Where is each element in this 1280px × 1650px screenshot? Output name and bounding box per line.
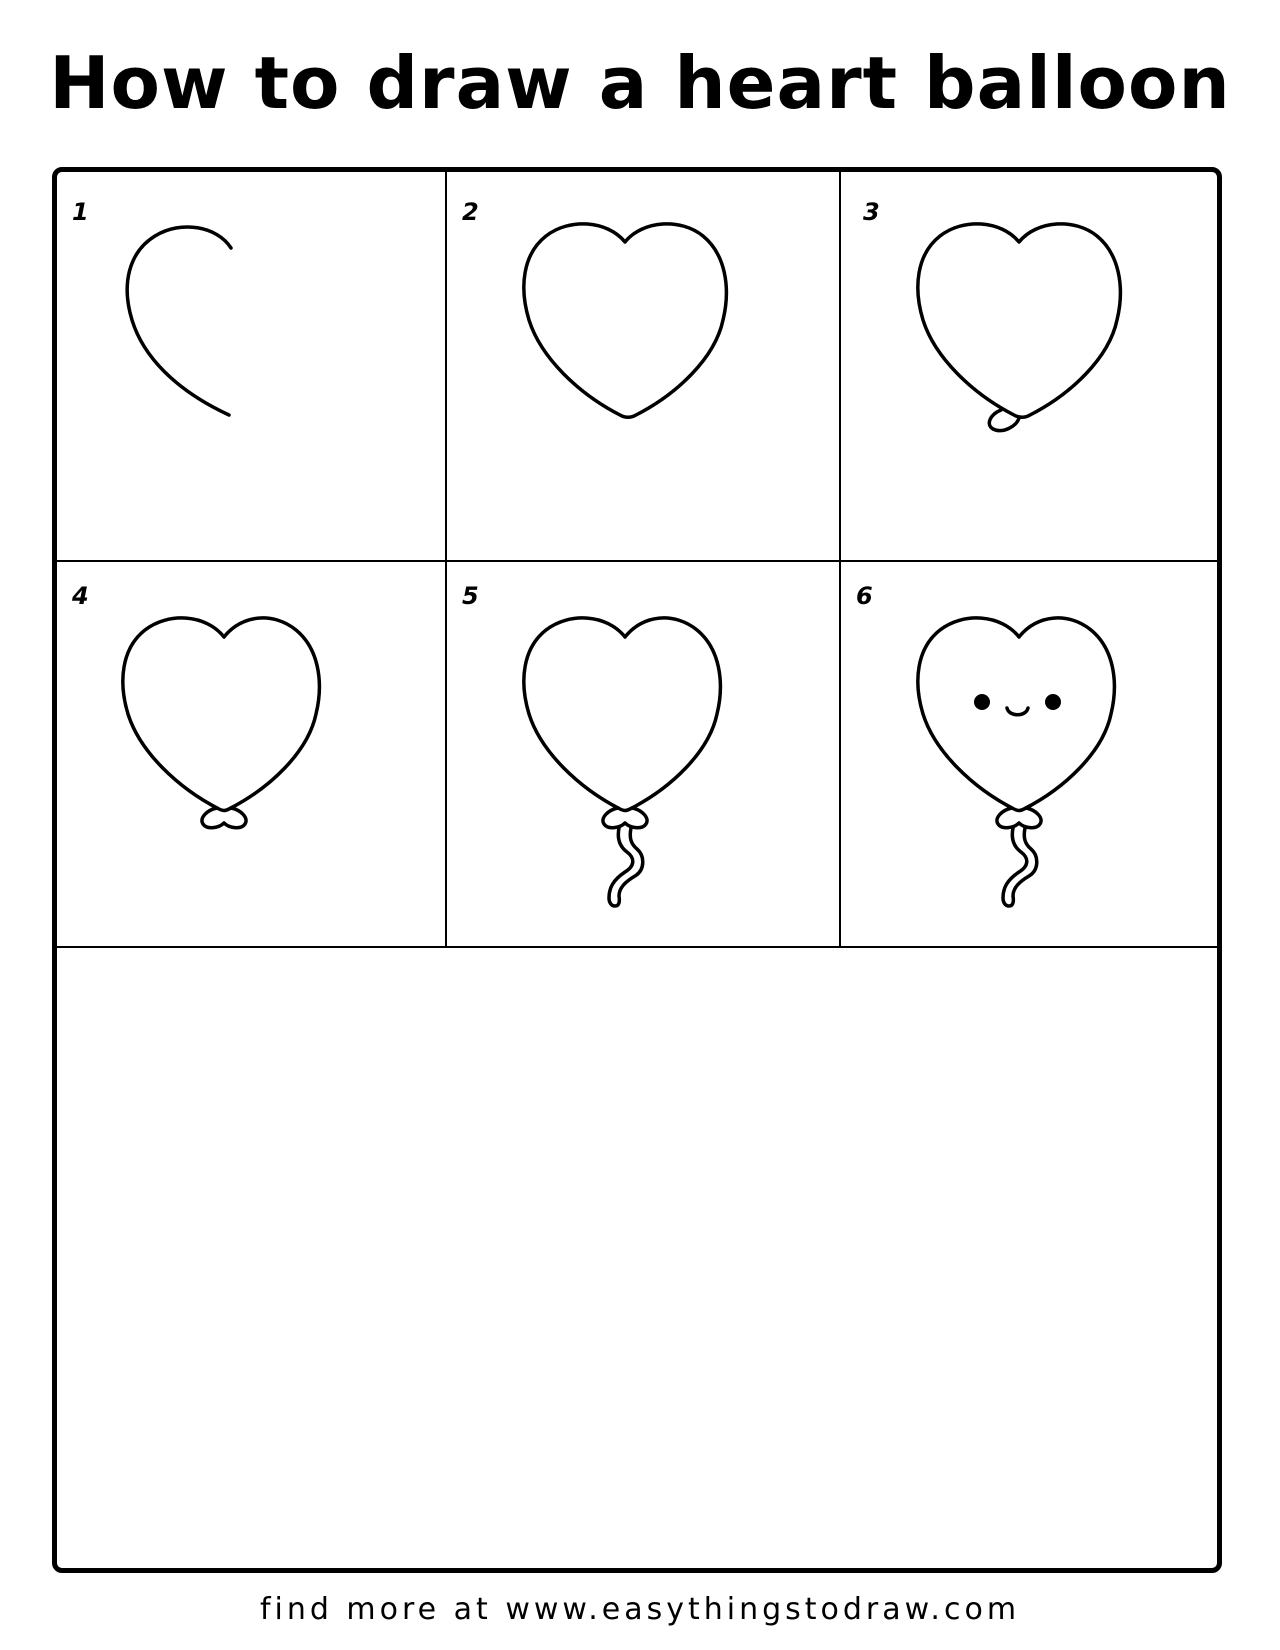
step-number: 3: [863, 198, 880, 226]
step-number: 1: [72, 198, 89, 226]
step-panel-3: [841, 172, 1217, 560]
heart-balloon-with-string-drawing: [447, 562, 839, 946]
right-eye-icon: [1045, 694, 1061, 710]
heart-balloon-with-face-drawing: [841, 562, 1217, 946]
step-panel-5: [447, 562, 839, 946]
practice-drawing-area[interactable]: [57, 948, 1217, 1568]
heart-left-half-drawing: [57, 172, 445, 560]
step-panel-6: [841, 562, 1217, 946]
heart-balloon-with-knot-start-drawing: [841, 172, 1217, 560]
step-panel-1: [57, 172, 445, 560]
drawing-grid-frame: [52, 167, 1222, 1573]
step-number: 2: [462, 198, 479, 226]
step-panel-4: [57, 562, 445, 946]
step-panel-2: [447, 172, 839, 560]
left-eye-icon: [974, 694, 990, 710]
smile-icon: [1007, 708, 1028, 715]
step-number: 6: [856, 582, 873, 610]
footer-website-link: find more at www.easythingstodraw.com: [259, 1592, 1021, 1627]
step-number: 5: [462, 582, 479, 610]
heart-outline-drawing: [447, 172, 839, 560]
heart-balloon-with-knot-drawing: [57, 562, 445, 946]
step-number: 4: [72, 582, 89, 610]
page-title: How to draw a heart balloon: [49, 41, 1231, 125]
